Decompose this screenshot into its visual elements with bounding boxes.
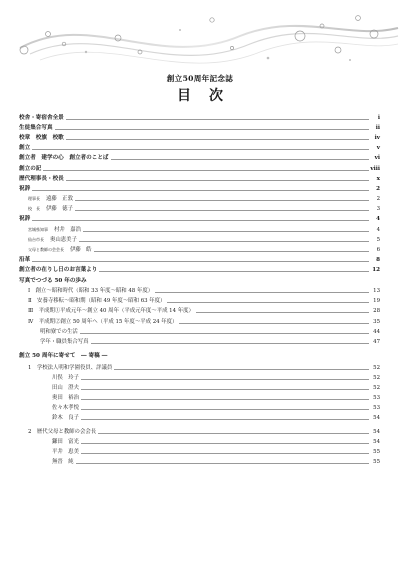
toc-entry-role: 理事長 — [28, 196, 40, 201]
dot-leader — [167, 302, 369, 303]
toc-entry-label — [52, 404, 80, 412]
toc-entry[interactable] — [52, 448, 380, 456]
toc-entry-page-number: 53 — [373, 405, 380, 411]
toc-entry-role: 校 長 — [28, 206, 40, 211]
toc-entry-page-number: 54 — [373, 439, 380, 445]
page-title: 目次 — [177, 88, 241, 104]
dot-leader — [32, 220, 369, 221]
toc-entry-label — [28, 205, 74, 213]
toc-entry-label — [52, 438, 80, 446]
toc-entry[interactable] — [52, 384, 380, 392]
toc-entry-page-number: 2 — [376, 186, 380, 192]
toc-entry-label: 創立者の在りし日のお言葉より — [19, 267, 98, 273]
dot-leader — [76, 463, 369, 464]
toc-entry[interactable] — [28, 195, 380, 203]
toc-entry-label: 校舎・寄宿舎全景 — [19, 115, 64, 121]
dot-leader — [43, 170, 369, 171]
toc-entry-page-number: 52 — [373, 375, 380, 381]
commemorative-subtitle: 創立50周年記念誌 — [166, 74, 234, 83]
dot-leader — [80, 333, 369, 334]
toc-entry[interactable] — [19, 215, 380, 223]
toc-entry-label — [52, 458, 75, 466]
toc-entry-label: 2 歴代父母と教師の会会長 — [28, 429, 97, 435]
toc-entry[interactable] — [28, 287, 380, 295]
toc-entry[interactable] — [28, 307, 380, 315]
toc-entry-page-number: v — [376, 145, 380, 151]
toc-entry-person-name: 鈴木 良子 — [52, 415, 79, 421]
toc-entry[interactable] — [19, 266, 380, 274]
toc-entry-page-number: 2 — [376, 196, 380, 202]
toc-entry[interactable] — [28, 226, 380, 234]
toc-entry[interactable] — [52, 374, 380, 382]
toc-entry-label: 歴代理事長・校長 — [19, 176, 64, 182]
toc-entry[interactable] — [52, 394, 380, 402]
toc-entry-page-number: 55 — [373, 449, 380, 455]
toc-entry-page-number: 4 — [376, 227, 380, 233]
toc-entry-page-number: 13 — [373, 288, 380, 294]
dot-leader — [91, 343, 369, 344]
toc-entry[interactable] — [52, 404, 380, 412]
toc-entry-label: 創立 — [19, 145, 31, 151]
toc-entry-page-number: 5 — [376, 237, 380, 243]
toc-entry-page-number: 54 — [373, 415, 380, 421]
dot-leader — [81, 419, 369, 420]
toc-entry-page-number: 6 — [376, 247, 380, 253]
dot-leader — [81, 453, 369, 454]
toc-entry[interactable] — [19, 256, 380, 264]
toc-entry[interactable] — [40, 328, 380, 336]
toc-entry-label: Ⅲ 平成期①平成元年～創立 40 周年（平成元年度～平成 14 年度） — [28, 308, 194, 314]
toc-entry[interactable] — [19, 124, 380, 132]
toc-entry[interactable] — [19, 165, 380, 173]
toc-entry[interactable] — [19, 134, 380, 142]
toc-entry-label: 創立者 建学の心 創立者のことば — [19, 155, 109, 161]
dot-leader — [94, 251, 369, 252]
dot-leader — [98, 433, 369, 434]
toc-entry-person-name: 鎌田 富光 — [52, 439, 79, 445]
dot-leader — [32, 261, 369, 262]
toc-entry-page-number: viii — [370, 166, 380, 172]
toc-entry-label: Ⅰ 創立～昭和時代（昭和 33 年度～昭和 48 年度） — [28, 288, 154, 294]
toc-entry-person-name: 川俣 玲子 — [52, 375, 79, 381]
toc-entry-person-name: 伊藤 皓 — [70, 247, 92, 253]
dot-leader — [81, 399, 369, 400]
toc-entry[interactable] — [19, 175, 380, 183]
toc-entry-person-name: 村井 嘉浩 — [54, 227, 81, 233]
dot-leader — [75, 200, 369, 201]
toc-entry-person-name: 佐々木孝悦 — [52, 405, 79, 411]
toc-entry-label: 1 学校法人明和学園役員、評議員 — [28, 365, 113, 371]
toc-entry-label — [28, 226, 82, 234]
toc-entry-page-number: 4 — [376, 216, 380, 222]
toc-entry-page-number: 35 — [373, 319, 380, 325]
toc-entry-label: 創立の記 — [19, 166, 42, 172]
toc-entry-person-name: 田山 澄夫 — [52, 385, 79, 391]
toc-entry-label: Ⅳ 平成期②創立 50 周年へ（平成 15 年度～平成 24 年度） — [28, 319, 178, 325]
toc-entry-page-number: 52 — [373, 385, 380, 391]
dot-leader — [81, 379, 369, 380]
toc-entry-label — [52, 448, 80, 456]
toc-entry-page-number: 19 — [373, 298, 380, 304]
dot-leader — [81, 443, 369, 444]
toc-entry-label: 校章 校旗 校歌 — [19, 135, 64, 141]
toc-entry[interactable] — [52, 438, 380, 446]
toc-entry-role: 仙台市長 — [28, 237, 44, 242]
toc-entry-label: 明和寮での生活 — [40, 329, 78, 335]
dot-leader — [79, 241, 369, 242]
toc-entry-page-number: 47 — [373, 339, 380, 345]
toc-entry-label — [28, 236, 78, 244]
dot-leader — [55, 129, 369, 130]
dot-leader — [155, 292, 369, 293]
dot-leader — [66, 119, 369, 120]
toc-entry-label — [52, 374, 80, 382]
dot-leader — [83, 231, 369, 232]
toc-entry-page-number: 3 — [376, 206, 380, 212]
toc-entry-page-number: 12 — [372, 267, 380, 273]
dot-leader — [81, 389, 369, 390]
dot-leader — [32, 149, 369, 150]
toc-entry-label — [52, 394, 80, 402]
toc-entry-person-name: 奥山恵美子 — [50, 237, 77, 243]
toc-entry-page-number: ii — [375, 125, 380, 131]
toc-entry-page-number: 53 — [373, 395, 380, 401]
dot-leader — [75, 210, 369, 211]
toc-entry[interactable] — [28, 428, 380, 436]
toc-entry-page-number: 52 — [373, 365, 380, 371]
toc-entry-role: 父母と教師の会会長 — [28, 247, 64, 252]
toc-entry-label: Ⅱ 安養寺移転～昭和期（昭和 49 年度～昭和 63 年度） — [28, 298, 166, 304]
toc-entry-page-number: 55 — [373, 459, 380, 465]
toc-entry-page-number: i — [377, 115, 380, 121]
toc-entry-page-number: vi — [374, 155, 380, 161]
toc-entry[interactable] — [28, 364, 380, 372]
dot-leader — [32, 190, 369, 191]
toc-entry[interactable] — [19, 114, 380, 122]
toc-entry[interactable] — [52, 414, 380, 422]
toc-entry[interactable] — [28, 205, 380, 213]
toc-entry[interactable] — [28, 246, 380, 254]
toc-entry-person-name: 伊藤 徳子 — [46, 206, 73, 212]
toc-entry-page-number: 8 — [376, 257, 380, 263]
toc-entry[interactable] — [28, 297, 380, 305]
toc-entry-label: 生徒集合写真 — [19, 125, 53, 131]
dot-leader — [99, 271, 369, 272]
toc-entry-label: 祝辞 — [19, 186, 31, 192]
dot-leader — [81, 409, 369, 410]
toc-entry-person-name: 奥田 裕治 — [52, 395, 79, 401]
dot-leader — [179, 323, 369, 324]
toc-entry-label: 沿革 — [19, 257, 31, 263]
toc-entry-page-number: x — [376, 176, 380, 182]
toc-entry[interactable] — [28, 236, 380, 244]
toc-entry[interactable] — [19, 277, 380, 285]
toc-entry-page-number: 44 — [373, 329, 380, 335]
toc-entry[interactable] — [19, 144, 380, 152]
toc-entry-page-number: iv — [374, 135, 380, 141]
toc-entry-label: 祝辞 — [19, 216, 31, 222]
toc-entry-label — [52, 384, 80, 392]
toc-entry[interactable] — [19, 185, 380, 193]
toc-entry[interactable] — [28, 318, 380, 326]
toc-entry-label — [28, 246, 93, 254]
toc-entry-label: 写真でつづる 50 年の歩み — [19, 278, 87, 284]
toc-entry-label: 学年・職員集合写真 — [40, 339, 89, 345]
toc-entry-label — [52, 414, 80, 422]
toc-entry[interactable] — [19, 154, 380, 162]
dot-leader — [114, 369, 369, 370]
toc-entry-person-name: 遠藤 正敦 — [46, 196, 73, 202]
toc-entry-label: 創立 50 周年に寄せて ― 寄稿 ― — [19, 353, 108, 359]
toc-entry-label — [28, 195, 74, 203]
toc-entry[interactable] — [19, 352, 380, 360]
dot-leader — [66, 139, 369, 140]
dot-leader — [66, 180, 369, 181]
toc-entry[interactable] — [52, 458, 380, 466]
toc-entry-page-number: 28 — [373, 308, 380, 314]
toc-entry[interactable] — [40, 338, 380, 346]
toc-entry-person-name: 平井 恵美 — [52, 449, 79, 455]
toc-entry-person-name: 無晋 純 — [52, 459, 74, 465]
toc-entry-page-number: 54 — [373, 429, 380, 435]
dot-leader — [111, 159, 369, 160]
toc-entry-role: 宮城県知事 — [28, 227, 48, 232]
dot-leader — [196, 312, 369, 313]
